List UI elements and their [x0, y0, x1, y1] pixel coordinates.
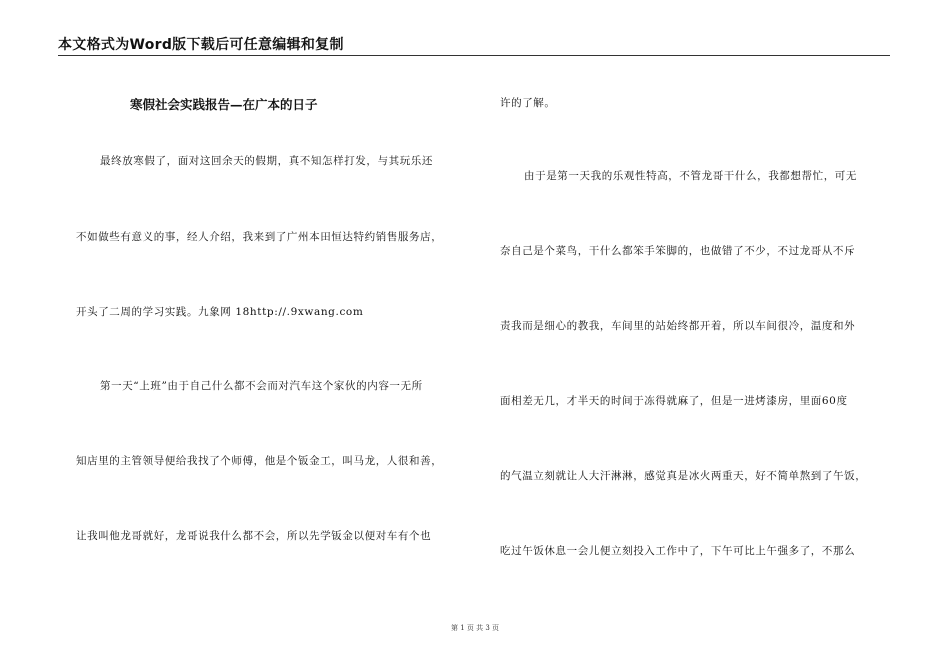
body-line: 许的了解。 [500, 97, 556, 109]
document-title: 寒假社会实践报告—在广本的日子 [130, 97, 318, 112]
body-line: 的气温立刻就让人大汗淋淋，感觉真是冰火两重天，好不简单熬到了午饭， [500, 470, 867, 482]
body-line: 责我而是细心的教我，车间里的站始终都开着，所以车间很冷，温度和外 [500, 320, 856, 332]
body-line: 开头了二周的学习实践。九象网 18http://.9xwang.com [76, 306, 364, 318]
document-banner: 本文格式为Word版下载后可任意编辑和复制 [58, 37, 344, 53]
body-line: 最终放寒假了，面对这回余天的假期，真不知怎样打发，与其玩乐还 [100, 155, 433, 167]
body-line: 由于是第一天我的乐观性特高，不管龙哥干什么，我都想帮忙，可无 [524, 170, 857, 182]
body-line: 知店里的主管领导便给我找了个师傅，他是个钣金工，叫马龙，人很和善， [76, 455, 443, 467]
body-line: 让我叫他龙哥就好，龙哥说我什么都不会，所以先学钣金以便对车有个也 [76, 530, 432, 542]
body-line: 奈自己是个菜鸟，干什么都笨手笨脚的，也做错了不少，不过龙哥从不斥 [500, 245, 856, 257]
body-line: 不如做些有意义的事，经人介绍，我来到了广州本田恒达特约销售服务店， [76, 231, 443, 243]
right-column [500, 0, 892, 672]
body-line: 吃过午饭休息一会儿便立刻投入工作中了，下午可比上午强多了，不那么 [500, 545, 856, 557]
left-column [76, 0, 476, 672]
body-line: 第一天“上班”由于自己什么都不会而对汽车这个家伙的内容一无所 [100, 380, 423, 392]
body-line: 面相差无几，才半天的时间于冻得就麻了，但是一进烤漆房，里面60度 [500, 395, 848, 407]
page-number: 第 1 页 共 3 页 [450, 624, 500, 632]
